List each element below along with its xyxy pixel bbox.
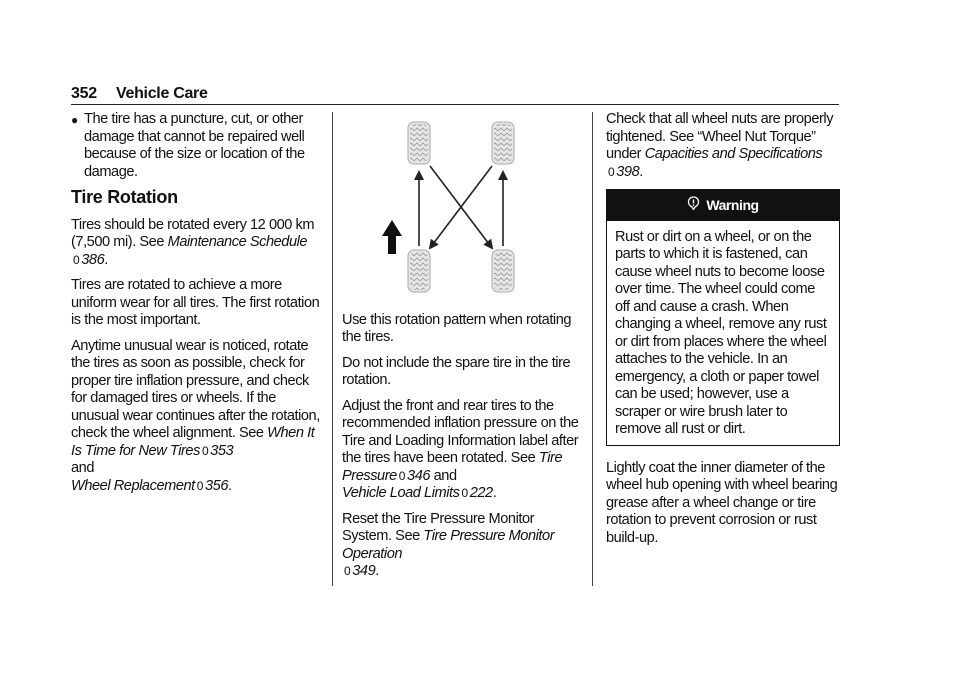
paragraph-text: Tires should be rotated every 12 000 km (7,500 mi). See [71, 216, 315, 250]
cross-reference-link[interactable]: Maintenance Schedule [167, 234, 308, 250]
page-reference-icon: 0 [461, 486, 468, 500]
tire-rear-left-icon [408, 250, 430, 292]
paragraph: Check that all wheel nuts are properly tightened. See “Wheel Nut Torque” under Capacities and Specifications 0 398. [606, 111, 834, 180]
bullet-text: The tire has a puncture, cut, or other damage that cannot be repaired well because of the size or location of the damage. [84, 111, 305, 180]
cross-reference-link[interactable]: Tire Pressure Monitor Operation [342, 528, 555, 562]
page-reference[interactable]: 356 [205, 477, 228, 494]
connector-text: and [71, 460, 94, 476]
page-reference-icon: 0 [344, 564, 351, 578]
section-heading: Tire Rotation [71, 187, 178, 207]
cross-reference-link[interactable]: Vehicle Load Limits [342, 485, 460, 501]
paragraph: Anytime unusual wear is noticed, rotate the tires as soon as possible, check for proper tire inflation pressure, and check for damaged tires or wheels. If the unusual wear continues after the rotation, check the wheel alignment. See When It Is Time for New Tires 0 353 and Wheel Replacement 0 356. [71, 338, 323, 496]
tire-front-left-icon [408, 122, 430, 164]
column-2 [342, 112, 580, 589]
paragraph: Tires should be rotated every 12 000 km (7,500 mi). See Maintenance Schedule 0 386. [71, 216, 315, 268]
warning-text: Rust or dirt on a wheel, or on the parts to which it is fastened, can cause wheel nuts to become loose over time. The wheel could come off and cause a crash. When changing a wheel, remove any rust or dirt from places where the wheel attaches to the vehicle. In an emergency, a cloth or paper towel can be used; however, use a scraper or wire brush later to remove all rust or dirt. [615, 228, 827, 437]
warning-header [607, 190, 839, 221]
paragraph-text: Anytime unusual wear is noticed, rotate the tires as soon as possible, check for proper tire inflation pressure, and check for damaged tires or wheels. If the unusual wear continues after the rotation, check the wheel alignment. See [71, 337, 320, 441]
bullet-item [71, 111, 323, 181]
forward-direction-arrow-icon [382, 220, 402, 254]
page-reference[interactable]: 386 [81, 251, 105, 268]
connector-text: and [433, 467, 457, 484]
column-divider [332, 112, 333, 586]
page-reference-icon: 0 [196, 478, 203, 493]
bullet-icon: ● [71, 113, 78, 127]
tire-rotation-diagram [342, 112, 580, 298]
page-reference-icon: 0 [73, 252, 80, 267]
column-divider [592, 112, 593, 586]
paragraph-text: Reset the Tire Pressure Monitor System. See [342, 510, 535, 544]
paragraph: Tires are rotated to achieve a more uniform wear for all tires. The first rotation is the most important. [71, 277, 320, 328]
paragraph-text: Adjust the front and rear tires to the recommended inflation pressure on the Tire and Loading Information label after the tires have been rotated. See [342, 397, 579, 466]
paragraph: Reset the Tire Pressure Monitor System. See Tire Pressure Monitor Operation 0 349. [342, 510, 555, 579]
page-reference-icon: 0 [201, 443, 209, 458]
page-reference[interactable]: 346 [407, 467, 431, 484]
column-1 [71, 111, 323, 503]
tire-front-right-icon [492, 122, 514, 164]
page-reference[interactable]: 353 [210, 442, 234, 459]
warning-title: Warning [706, 197, 759, 213]
page-reference-icon: 0 [608, 164, 615, 179]
column-3 [606, 111, 840, 555]
paragraph: Do not include the spare tire in the tire rotation. [342, 354, 571, 388]
warning-icon [687, 196, 700, 215]
paragraph: Adjust the front and rear tires to the recommended inflation pressure on the Tire and Loading Information label after the tires have been rotated. See Tire Pressure 0 346 and Vehicle Load Limits 0 222. [342, 397, 579, 501]
page-reference[interactable]: 222 [469, 485, 493, 501]
warning-box [606, 189, 840, 446]
page-number: 352 [71, 85, 97, 102]
paragraph: Lightly coat the inner diameter of the wheel hub opening with wheel bearing grease after a wheel change or tire rotation to prevent corrosion or rust build-up. [606, 459, 838, 546]
tire-rear-right-icon [492, 250, 514, 292]
cross-reference-link[interactable]: Wheel Replacement [71, 477, 195, 494]
page-header [71, 82, 839, 105]
paragraph-text: Check that all wheel nuts are properly tightened. See “Wheel Nut Torque” under [606, 111, 834, 162]
page-reference-icon: 0 [398, 468, 406, 483]
page-reference[interactable]: 398 [616, 163, 640, 180]
section-title: Vehicle Care [116, 85, 208, 102]
rotation-arrows-icon [419, 166, 503, 248]
paragraph: Use this rotation pattern when rotating the tires. [342, 311, 572, 345]
cross-reference-link[interactable]: Tire Pressure [342, 450, 563, 484]
page-reference[interactable]: 349 [352, 563, 376, 579]
cross-reference-link[interactable]: Capacities and Specifications [644, 146, 823, 162]
cross-reference-link[interactable]: When It Is Time for New Tires [71, 425, 315, 459]
